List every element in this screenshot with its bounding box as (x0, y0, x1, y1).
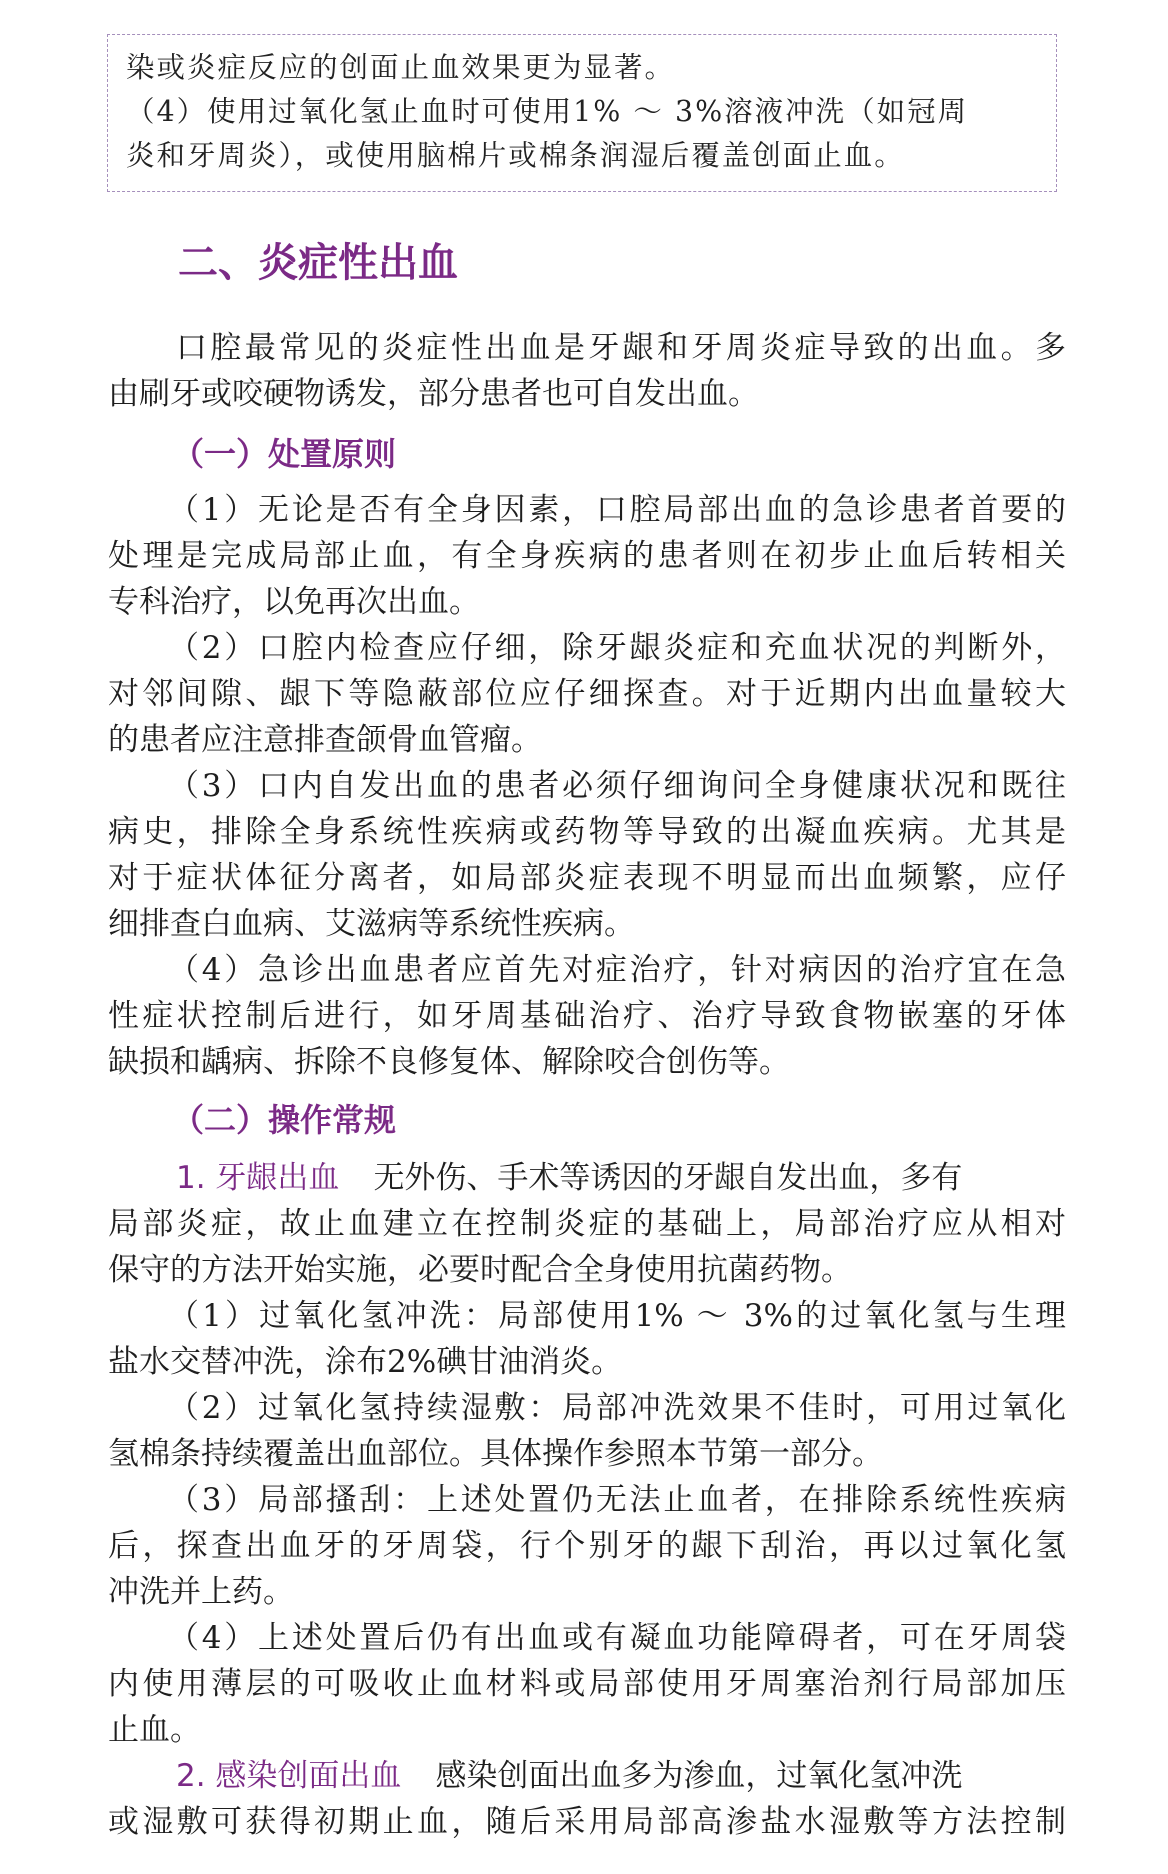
paragraph-line (176, 1754, 1066, 1798)
paragraph-line: 缺损和龋病、拆除不良修复体、解除咬合创伤等。 (108, 1044, 790, 1080)
paragraph-line: 的患者应注意排查颌骨血管瘤。 (108, 722, 542, 758)
paragraph-line: 盐水交替冲洗，涂布2%碘甘油消炎。 (108, 1344, 623, 1380)
item-text: 感染创面出血多为渗血，过氧化氢冲洗 (435, 1758, 963, 1794)
paragraph-line (176, 1156, 1066, 1200)
paragraph-line: （3）局部搔刮：上述处置仍无法止血者，在排除系统性疾病 (168, 1482, 1066, 1518)
paragraph-line: 对于症状体征分离者，如局部炎症表现不明显而出血频繁，应仔 (108, 860, 1066, 896)
paragraph-line: 由刷牙或咬硬物诱发，部分患者也可自发出血。 (108, 376, 759, 412)
paragraph-line: 局部炎症，故止血建立在控制炎症的基础上，局部治疗应从相对 (108, 1206, 1066, 1242)
section-title: 二、炎症性出血 (178, 240, 458, 286)
paragraph-line: 对邻间隙、龈下等隐蔽部位应仔细探查。对于近期内出血量较大 (108, 676, 1066, 712)
paragraph-line: （4）上述处置后仍有出血或有凝血功能障碍者，可在牙周袋 (168, 1620, 1066, 1656)
item-heading-infected-wound: 2. 感染创面出血 (176, 1758, 402, 1794)
paragraph-line: （3）口内自发出血的患者必须仔细询问全身健康状况和既往 (168, 768, 1066, 804)
item-heading-gum-bleeding: 1. 牙龈出血 (176, 1160, 340, 1196)
paragraph-line: 细排查白血病、艾滋病等系统性疾病。 (108, 906, 635, 942)
note-line: （4）使用过氧化氢止血时可使用1% ～ 3%溶液冲洗（如冠周 (126, 95, 969, 128)
paragraph-line: 处理是完成局部止血，有全身疾病的患者则在初步止血后转相关 (108, 538, 1066, 574)
paragraph-line: 内使用薄层的可吸收止血材料或局部使用牙周塞治剂行局部加压 (108, 1666, 1066, 1702)
paragraph-line: 氢棉条持续覆盖出血部位。具体操作参照本节第一部分。 (108, 1436, 883, 1472)
paragraph-line: 后，探查出血牙的牙周袋，行个别牙的龈下刮治，再以过氧化氢 (108, 1528, 1066, 1564)
paragraph-line: 冲洗并上药。 (108, 1574, 294, 1610)
paragraph-line: 专科治疗，以免再次出血。 (108, 584, 480, 620)
paragraph-line: （2）过氧化氢持续湿敷：局部冲洗效果不佳时，可用过氧化 (168, 1390, 1066, 1426)
paragraph-line: 保守的方法开始实施，必要时配合全身使用抗菌药物。 (108, 1252, 852, 1288)
paragraph-line: （2）口腔内检查应仔细，除牙龈炎症和充血状况的判断外， (168, 630, 1066, 666)
item-text: 无外伤、手术等诱因的牙龈自发出血，多有 (373, 1160, 963, 1196)
subsection-title-procedures: （二）操作常规 (172, 1101, 397, 1139)
paragraph-line: （1）无论是否有全身因素，口腔局部出血的急诊患者首要的 (168, 492, 1066, 528)
paragraph-line: 止血。 (108, 1712, 201, 1748)
paragraph-line: 病史，排除全身系统性疾病或药物等导致的出凝血疾病。尤其是 (108, 814, 1066, 850)
paragraph-line: （4）急诊出血患者应首先对症治疗，针对病因的治疗宜在急 (168, 952, 1066, 988)
paragraph-line: 口腔最常见的炎症性出血是牙龈和牙周炎症导致的出血。多 (176, 330, 1066, 366)
note-line: 染或炎症反应的创面止血效果更为显著。 (126, 51, 676, 84)
paragraph-line: 或湿敷可获得初期止血，随后采用局部高渗盐水湿敷等方法控制 (108, 1804, 1066, 1840)
paragraph-line: （1）过氧化氢冲洗：局部使用1% ～ 3%的过氧化氢与生理 (168, 1298, 1066, 1334)
subsection-title-principles: （一）处置原则 (172, 435, 397, 473)
paragraph-line: 性症状控制后进行，如牙周基础治疗、治疗导致食物嵌塞的牙体 (108, 998, 1066, 1034)
note-line: 炎和牙周炎），或使用脑棉片或棉条润湿后覆盖创面止血。 (126, 139, 905, 172)
